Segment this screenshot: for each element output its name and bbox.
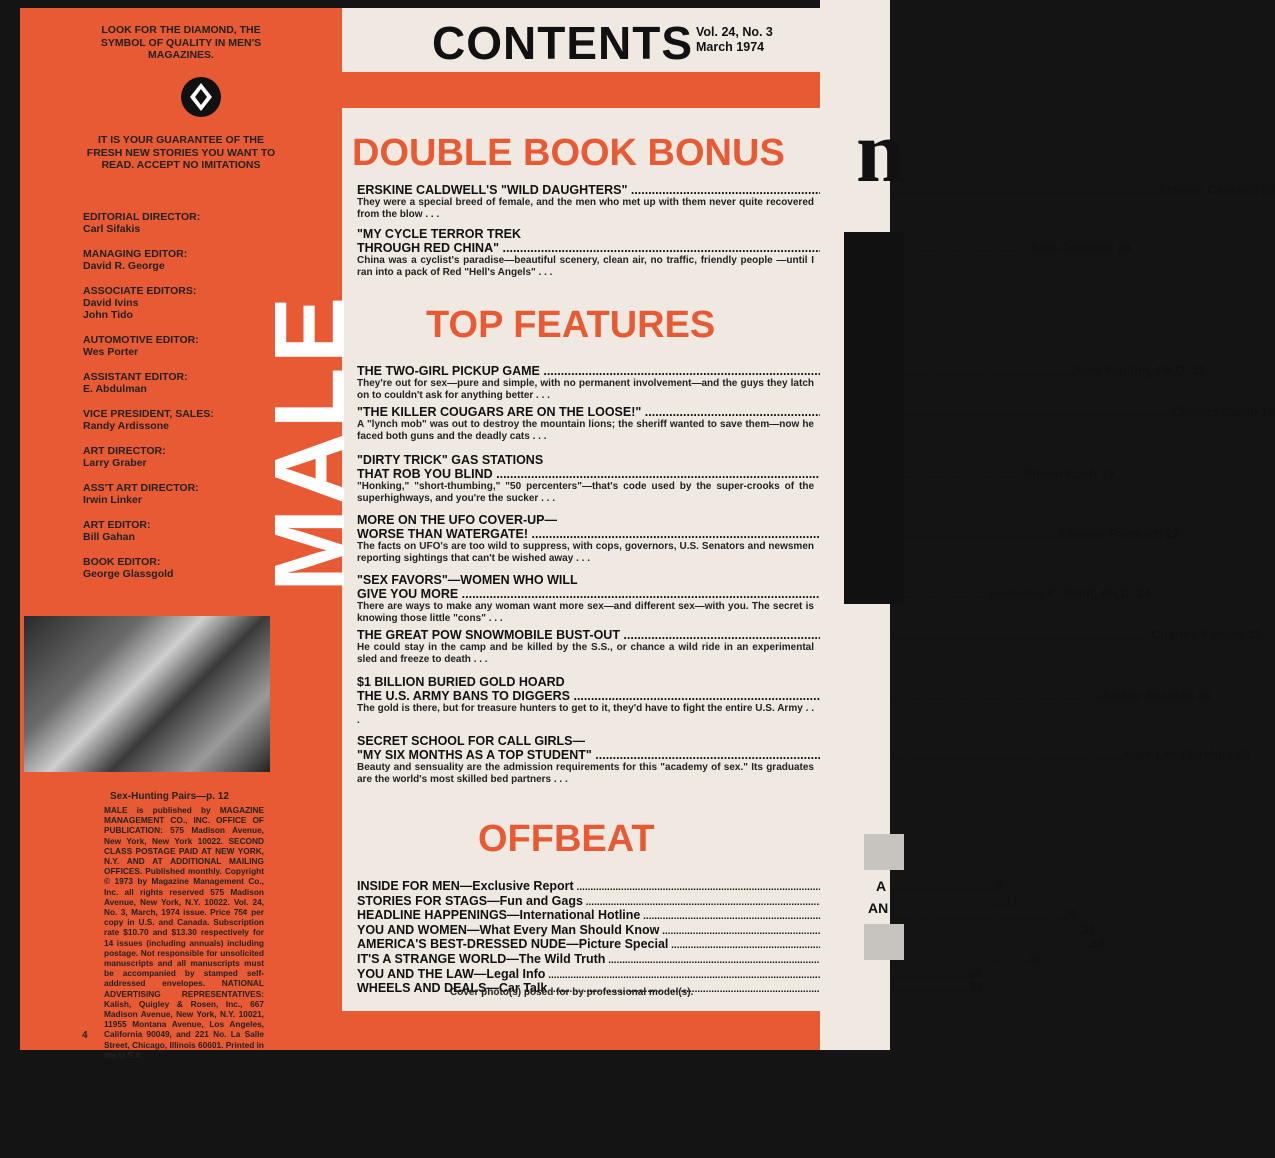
article-title: "MY CYCLE TERROR TREK — [357, 227, 522, 241]
article-author-page: Mary Lee Fairchild 40 — [1123, 748, 1251, 762]
male-logo — [254, 256, 366, 596]
offbeat-page: 31 — [1081, 922, 1096, 937]
article-title: THE TWO-GIRL PICKUP GAME ..... — [357, 364, 1071, 378]
article-author-page: Charles Carlin 16 — [1172, 405, 1275, 419]
staff-role: ART EDITOR: — [83, 519, 151, 531]
article-description: The gold is there, but for treasure hunters to get to it, they'd have to fight the entire U.S. Army . . . — [357, 703, 814, 726]
offbeat-title: AMERICA'S BEST-DRESSED NUDE—Picture Special ..... — [357, 938, 1091, 953]
offbeat-item[interactable] — [357, 893, 1019, 910]
staff-role: EDITORIAL DIRECTOR: — [83, 211, 201, 223]
offbeat-page: 26 — [1062, 908, 1077, 923]
offbeat-page: 66 — [969, 981, 984, 996]
article-entry[interactable] — [357, 405, 1275, 442]
staff-role: AUTOMOTIVE EDITOR: — [83, 334, 199, 346]
article-author-page: Erskine Caldwell 20 — [1158, 183, 1275, 197]
article-entry[interactable] — [357, 364, 1206, 401]
diamond-slogan: LOOK FOR THE DIAMOND, THE SYMBOL OF QUALITY IN MEN'S MAGAZINES. — [100, 24, 262, 61]
diamond-logo-icon — [180, 76, 222, 118]
staff-role: BOOK EDITOR: — [83, 556, 161, 568]
offbeat-page: 11 — [1005, 893, 1019, 908]
article-title: ERSKINE CALDWELL'S "WILD DAUGHTERS" ..... — [357, 183, 1159, 197]
staff-role: ART DIRECTOR: — [83, 445, 166, 457]
article-entry[interactable] — [357, 183, 1275, 220]
offbeat-title: INSIDE FOR MEN—Exclusive Report ..... — [357, 880, 996, 895]
article-title: $1 BILLION BURIED GOLD HOARD — [357, 675, 565, 689]
cover-photo — [24, 616, 270, 772]
article-entry[interactable] — [357, 734, 1251, 785]
article-title-line2: GIVE YOU MORE ..... — [357, 587, 990, 601]
offbeat-title: YOU AND WOMEN—What Every Man Should Know ..... — [357, 924, 1082, 939]
offbeat-item[interactable] — [357, 937, 1105, 953]
staff-role: ASSISTANT EDITOR: — [83, 371, 188, 383]
offbeat-item[interactable] — [357, 879, 1003, 895]
article-title: SECRET SCHOOL FOR CALL GIRLS— — [357, 734, 586, 748]
offbeat-item[interactable] — [357, 966, 982, 983]
section-offbeat: OFFBEAT — [478, 818, 655, 860]
staff-names: Bill Gahan — [83, 531, 135, 543]
article-description: They were a special breed of female, and the men who met up with them never quite recovered from the blow . . . — [357, 197, 814, 220]
staff-role: ASSOCIATE EDITORS: — [83, 285, 197, 297]
issue-date: March 1974 — [696, 40, 765, 54]
article-entry[interactable] — [357, 513, 1180, 564]
page-number: 4 — [82, 1030, 88, 1041]
article-description: The facts on UFO's are too wild to suppress, with cops, governors, U.S. Senators and newsmen reporting sightings that can't be wished away . . . — [357, 541, 814, 564]
offbeat-title: STORIES FOR STAGS—Fun and Gags ..... — [357, 895, 1005, 910]
photo-caption: Sex-Hunting Pairs—p. 12 — [110, 791, 229, 802]
article-entry[interactable] — [357, 227, 1132, 278]
article-title: "DIRTY TRICK" GAS STATIONS — [357, 453, 544, 467]
staff-role: ASS'T ART DIRECTOR: — [83, 482, 199, 494]
article-description: There are ways to make any woman want more sex—and different sex—with you. The secret is knowing those little "cons" . . . — [357, 601, 814, 624]
offbeat-page: 34 — [1090, 937, 1105, 952]
offbeat-list — [357, 879, 1105, 997]
staff-entry — [83, 445, 268, 469]
article-author-page: Sam Connolly 28 — [1030, 241, 1132, 255]
staff-entry — [83, 408, 268, 432]
article-author-page: John Watling, Ph.D. 12 — [1071, 364, 1206, 378]
article-title: MORE ON THE UFO COVER-UP— — [357, 513, 558, 527]
article-title: THE GREAT POW SNOWMOBILE BUST-OUT ..... — [357, 628, 1151, 642]
article-title-line2: WORSE THAN WATERGATE! ..... — [357, 527, 1059, 541]
article-title: "SEX FAVORS"—WOMEN WHO WILL — [357, 573, 578, 587]
staff-entry — [83, 482, 268, 506]
staff-names: David R. George — [83, 260, 165, 272]
volume: Vol. 24, No. 3 — [696, 25, 773, 39]
staff-names: Randy Ardissone — [83, 420, 169, 432]
facing-page-text-an: AN — [868, 900, 889, 916]
facing-page-text-a: A — [876, 878, 887, 894]
article-title-line2: THE U.S. ARMY BANS TO DIGGERS ..... — [357, 689, 1101, 703]
cover-note: Cover photo(s) posed for by professional model(s). — [450, 987, 694, 998]
article-author-page: Charles Kenton 32 — [1151, 628, 1262, 642]
article-entry[interactable] — [357, 675, 1212, 726]
facing-page-block — [844, 232, 904, 604]
star-badge — [864, 924, 904, 960]
staff-entry — [83, 519, 268, 543]
top-rule — [342, 72, 820, 108]
offbeat-item[interactable] — [357, 951, 1042, 968]
article-description: They're out for sex—pure and simple, with no permanent involvement—and the guys they latch on to couldn't ask for anything better . . . — [357, 378, 814, 401]
article-entry[interactable] — [357, 453, 1115, 504]
article-author-page: Simon Koch 19 — [1024, 467, 1115, 481]
article-title: "THE KILLER COUGARS ARE ON THE LOOSE!" ..... — [357, 405, 1173, 419]
staff-entry — [83, 334, 268, 358]
article-title-line2: "MY SIX MONTHS AS A TOP STUDENT" ..... — [357, 748, 1123, 762]
offbeat-title: HEADLINE HAPPENINGS—International Hotline ..... — [357, 909, 1063, 924]
article-description: He could stay in the camp and be killed by the S.S., or chance a wild ride in an experimental sled and freeze to death . . . — [357, 642, 814, 665]
offbeat-page: 8 — [996, 879, 1003, 893]
staff-names: Carl Sifakis — [83, 223, 141, 235]
article-author-page: Hermann K. Wolff, Ph.D. 24 — [989, 587, 1151, 601]
offbeat-page: 48 — [1027, 951, 1042, 966]
article-title-line2: THAT ROB YOU BLIND ..... — [357, 467, 1024, 481]
staff-role: MANAGING EDITOR: — [83, 248, 188, 260]
offbeat-title: YOU AND THE LAW—Legal Info ..... — [357, 968, 968, 983]
magazine-page — [20, 8, 1275, 1060]
staff-names: David Ivins John Tido — [83, 297, 139, 321]
staff-entry — [83, 285, 268, 321]
section-top-features: TOP FEATURES — [426, 304, 716, 346]
bottom-rule — [342, 1011, 820, 1050]
article-description: China was a cyclist's paradise—beautiful scenery, clean air, no traffic, friendly people —until I ran into a pack of Red "Hell's Angels" . . . — [357, 255, 814, 278]
section-double-book: DOUBLE BOOK BONUS — [352, 132, 785, 174]
staff-names: Irwin Linker — [83, 494, 142, 506]
offbeat-page: 60 — [967, 966, 982, 981]
publication-info: MALE is published by MAGAZINE MANAGEMENT CO., INC. OFFICE OF PUBLICATION: 575 Madison Avenue, New York, New York 10022. SECOND CLASS POSTAGE PAID AT NEW YORK, N.Y. AND AT ADDITIONAL MAILING OFFICES. Published monthly. Copyright © 1973 by Magazine Management Co., Inc. all rights reserved 575 Madison Avenue, New York, N.Y. 10022. Vol. 24, No. 3, March, 1974 issue. Price 75¢ per copy in U.S. and Canada. Subscription rate $10.70 and $13.30 respectively for 14 issues (including annuals) including postage. Not responsible for unsolicited manuscripts and all manuscripts must be accompanied by stamped self-addressed envelopes. NATIONAL ADVERTISING REPRESENTATIVES: Kalish, Quigley & Rosen, Inc., 667 Madison Avenue, New York, N.Y. 10021, 11955 Montana Avenue, Los Angeles, California 90049, and 221 No. La Salle Street, Chicago, Illinois 60601. Printed in the U.S.A. — [104, 805, 264, 1060]
article-description: A "lynch mob" was out to destroy the mountain lions; the sheriff wanted to save them—now he faced both guns and the deadly cats . . . — [357, 419, 814, 442]
staff-entry — [83, 371, 268, 395]
offbeat-item[interactable] — [357, 922, 1096, 939]
issue-info — [696, 25, 773, 55]
staff-role: VICE PRESIDENT, SALES: — [83, 408, 214, 420]
staff-names: George Glassgold — [83, 568, 174, 580]
staff-names: E. Abdulman — [83, 383, 147, 395]
staff-entry — [83, 556, 268, 580]
article-title-line2: THROUGH RED CHINA" ..... — [357, 241, 1030, 255]
masthead — [83, 211, 268, 593]
page-title: CONTENTS — [432, 17, 693, 69]
article-author-page: Archer Scanlon 36 — [1101, 689, 1212, 703]
offbeat-title: WHEELS AND DEALS—Car Talk ..... — [357, 982, 970, 997]
article-author-page: Charles Friedrich 22 — [1059, 527, 1180, 541]
article-entry[interactable] — [357, 573, 1151, 624]
guarantee-text: IT IS YOUR GUARANTEE OF THE FRESH NEW STORIES YOU WANT TO READ. ACCEPT NO IMITATIONS — [86, 134, 276, 171]
facing-page — [820, 0, 905, 1050]
staff-entry — [83, 248, 268, 272]
article-entry[interactable] — [357, 628, 1262, 665]
staff-names: Larry Graber — [83, 457, 147, 469]
offbeat-title: IT'S A STRANGE WORLD—The Wild Truth ..... — [357, 953, 1028, 968]
staff-names: Wes Porter — [83, 346, 139, 358]
article-description: "Honking," "short-thumbing," "50 percenters"—that's code used by the super-crooks of the superhighways, and you're the sucker . . . — [357, 481, 814, 504]
male-logo-text: MALE — [254, 292, 366, 592]
facing-page-letter: n — [856, 104, 905, 201]
staff-entry — [83, 211, 268, 235]
star-badge — [864, 834, 904, 870]
article-description: Beauty and sensuality are the admission requirements for this "academy of sex." Its graduates are the world's most skilled bed partners . . . — [357, 762, 814, 785]
